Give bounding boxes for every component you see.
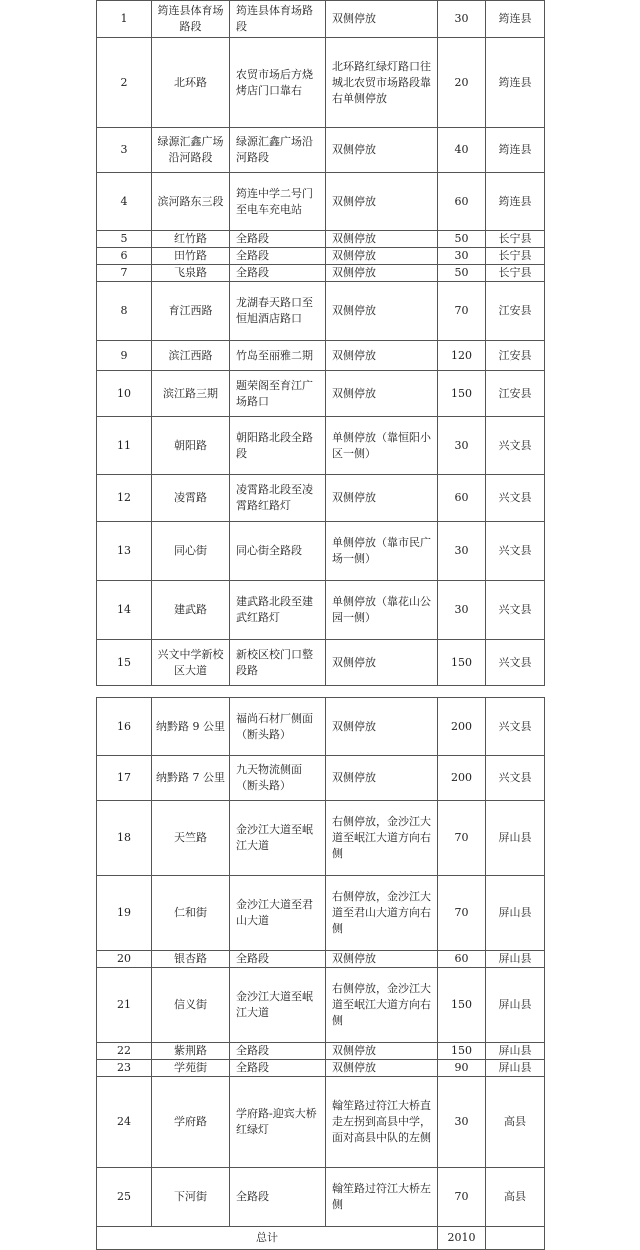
table-row [97,640,545,686]
cell-mode: 双侧停放 [326,248,438,265]
cell-road: 飞泉路 [152,265,230,282]
cell-range: 建武路北段至建武红路灯 [230,581,326,640]
cell-mode: 单侧停放（靠恒阳小区一侧） [326,417,438,475]
cell-road: 朝阳路 [152,417,230,475]
cell-no: 16 [97,698,152,756]
cell-range: 新校区校门口整段路 [230,640,326,686]
cell-county: 长宁县 [486,231,545,248]
cell-no: 9 [97,341,152,371]
cell-count: 150 [438,968,486,1043]
cell-mode: 双侧停放 [326,282,438,341]
cell-range: 九天物流侧面（断头路） [230,756,326,801]
cell-road: 信义街 [152,968,230,1043]
total-label: 总计 [97,1227,438,1250]
cell-no: 5 [97,231,152,248]
cell-count: 150 [438,640,486,686]
table-row [97,38,545,128]
table-row [97,876,545,951]
cell-count: 200 [438,698,486,756]
cell-mode: 双侧停放 [326,698,438,756]
cell-count: 50 [438,265,486,282]
cell-count: 30 [438,417,486,475]
cell-mode: 右侧停放，金沙江大道至岷江大道方向右侧 [326,968,438,1043]
cell-road: 田竹路 [152,248,230,265]
cell-county: 筠连县 [486,1,545,38]
cell-road: 建武路 [152,581,230,640]
cell-count: 70 [438,876,486,951]
table-row [97,173,545,231]
cell-mode: 双侧停放 [326,951,438,968]
table-row [97,756,545,801]
cell-no: 12 [97,475,152,522]
cell-no: 20 [97,951,152,968]
cell-road: 凌霄路 [152,475,230,522]
table-row [97,231,545,248]
cell-no: 21 [97,968,152,1043]
table-row [97,1043,545,1060]
cell-count: 70 [438,801,486,876]
cell-count: 30 [438,1,486,38]
table-row [97,951,545,968]
table-row [97,248,545,265]
cell-county: 筠连县 [486,128,545,173]
cell-no: 17 [97,756,152,801]
cell-range: 全路段 [230,231,326,248]
cell-range: 农贸市场后方烧烤店门口靠右 [230,38,326,128]
cell-county: 筠连县 [486,173,545,231]
cell-road: 纳黔路 9 公里 [152,698,230,756]
cell-road: 红竹路 [152,231,230,248]
cell-mode: 右侧停放，金沙江大道至岷江大道方向右侧 [326,801,438,876]
cell-mode: 翰笙路过符江大桥直走左拐到高县中学，面对高县中队的左侧 [326,1077,438,1168]
cell-range: 绿源汇鑫广场沿河路段 [230,128,326,173]
cell-range: 龙湖春天路口至恒旭酒店路口 [230,282,326,341]
cell-range: 凌霄路北段至凌霄路红路灯 [230,475,326,522]
cell-range: 题荣阁至育江广场路口 [230,371,326,417]
cell-road: 滨江路三期 [152,371,230,417]
cell-county: 屏山县 [486,951,545,968]
cell-mode: 双侧停放 [326,1,438,38]
cell-count: 60 [438,951,486,968]
cell-range: 朝阳路北段全路段 [230,417,326,475]
table-row [97,417,545,475]
cell-mode: 单侧停放（靠花山公园一侧） [326,581,438,640]
cell-county: 兴文县 [486,698,545,756]
cell-no: 23 [97,1060,152,1077]
cell-road: 滨江西路 [152,341,230,371]
cell-no: 13 [97,522,152,581]
table-row [97,1168,545,1227]
cell-road: 绿源汇鑫广场沿河路段 [152,128,230,173]
cell-mode: 翰笙路过符江大桥左侧 [326,1168,438,1227]
cell-count: 70 [438,282,486,341]
cell-range: 金沙江大道至君山大道 [230,876,326,951]
cell-count: 70 [438,1168,486,1227]
cell-count: 30 [438,522,486,581]
cell-road: 兴文中学新校区大道 [152,640,230,686]
cell-mode: 双侧停放 [326,1043,438,1060]
cell-mode: 双侧停放 [326,265,438,282]
cell-count: 60 [438,173,486,231]
cell-no: 25 [97,1168,152,1227]
cell-mode: 双侧停放 [326,173,438,231]
table-row [97,1060,545,1077]
cell-mode: 北环路红绿灯路口往城北农贸市场路段靠右单侧停放 [326,38,438,128]
cell-range: 竹岛至丽雅二期 [230,341,326,371]
cell-road: 紫荆路 [152,1043,230,1060]
cell-road: 纳黔路 7 公里 [152,756,230,801]
cell-no: 15 [97,640,152,686]
cell-range: 全路段 [230,951,326,968]
cell-count: 150 [438,1043,486,1060]
cell-county: 兴文县 [486,756,545,801]
cell-county: 筠连县 [486,38,545,128]
cell-no: 22 [97,1043,152,1060]
table-row [97,475,545,522]
total-value: 2010 [438,1227,486,1250]
cell-range: 福尚石材厂侧面（断头路） [230,698,326,756]
cell-no: 2 [97,38,152,128]
total-empty-cell [486,1227,545,1250]
cell-range: 全路段 [230,265,326,282]
table-row [97,581,545,640]
cell-mode: 双侧停放 [326,371,438,417]
cell-count: 90 [438,1060,486,1077]
cell-road: 滨河路东三段 [152,173,230,231]
cell-road: 北环路 [152,38,230,128]
table-row [97,968,545,1043]
cell-road: 仁和街 [152,876,230,951]
cell-mode: 双侧停放 [326,231,438,248]
table-row [97,282,545,341]
cell-count: 30 [438,581,486,640]
cell-county: 高县 [486,1077,545,1168]
cell-range: 学府路-迎宾大桥红绿灯 [230,1077,326,1168]
cell-no: 1 [97,1,152,38]
cell-road: 下河街 [152,1168,230,1227]
cell-no: 4 [97,173,152,231]
cell-no: 11 [97,417,152,475]
cell-county: 长宁县 [486,248,545,265]
cell-road: 天竺路 [152,801,230,876]
cell-county: 屏山县 [486,1060,545,1077]
cell-count: 30 [438,248,486,265]
cell-mode: 双侧停放 [326,756,438,801]
cell-count: 20 [438,38,486,128]
cell-county: 江安县 [486,371,545,417]
cell-road: 筠连县体育场路段 [152,1,230,38]
cell-county: 兴文县 [486,522,545,581]
cell-mode: 双侧停放 [326,128,438,173]
cell-county: 兴文县 [486,475,545,522]
cell-range: 同心街全路段 [230,522,326,581]
cell-no: 7 [97,265,152,282]
parking-table-bottom [96,697,545,1250]
table-row [97,371,545,417]
cell-county: 屏山县 [486,801,545,876]
table-row [97,265,545,282]
table-row [97,128,545,173]
cell-no: 18 [97,801,152,876]
cell-range: 筠连县体育场路段 [230,1,326,38]
table-row [97,698,545,756]
cell-count: 120 [438,341,486,371]
cell-no: 3 [97,128,152,173]
cell-road: 同心街 [152,522,230,581]
cell-range: 金沙江大道至岷江大道 [230,968,326,1043]
cell-no: 14 [97,581,152,640]
cell-mode: 双侧停放 [326,475,438,522]
cell-county: 长宁县 [486,265,545,282]
cell-no: 6 [97,248,152,265]
cell-road: 学府路 [152,1077,230,1168]
cell-count: 150 [438,371,486,417]
table-row [97,801,545,876]
cell-county: 屏山县 [486,968,545,1043]
cell-range: 全路段 [230,1043,326,1060]
cell-count: 50 [438,231,486,248]
cell-range: 筠连中学二号门至电车充电站 [230,173,326,231]
cell-county: 高县 [486,1168,545,1227]
cell-road: 银杏路 [152,951,230,968]
cell-no: 24 [97,1077,152,1168]
cell-county: 兴文县 [486,640,545,686]
table-row [97,1077,545,1168]
cell-count: 30 [438,1077,486,1168]
cell-mode: 单侧停放（靠市民广场一侧） [326,522,438,581]
cell-county: 兴文县 [486,417,545,475]
cell-county: 兴文县 [486,581,545,640]
cell-no: 8 [97,282,152,341]
table-row [97,522,545,581]
cell-range: 金沙江大道至岷江大道 [230,801,326,876]
cell-count: 40 [438,128,486,173]
table-row [97,1,545,38]
cell-range: 全路段 [230,1060,326,1077]
cell-range: 全路段 [230,248,326,265]
cell-count: 200 [438,756,486,801]
total-row [97,1227,545,1250]
parking-table-top [96,0,545,686]
table-row [97,341,545,371]
cell-mode: 双侧停放 [326,341,438,371]
cell-county: 江安县 [486,282,545,341]
cell-county: 江安县 [486,341,545,371]
cell-road: 学苑街 [152,1060,230,1077]
cell-mode: 双侧停放 [326,640,438,686]
cell-county: 屏山县 [486,1043,545,1060]
cell-county: 屏山县 [486,876,545,951]
cell-mode: 双侧停放 [326,1060,438,1077]
cell-no: 19 [97,876,152,951]
cell-no: 10 [97,371,152,417]
cell-mode: 右侧停放，金沙江大道至君山大道方向右侧 [326,876,438,951]
cell-range: 全路段 [230,1168,326,1227]
cell-road: 育江西路 [152,282,230,341]
cell-count: 60 [438,475,486,522]
